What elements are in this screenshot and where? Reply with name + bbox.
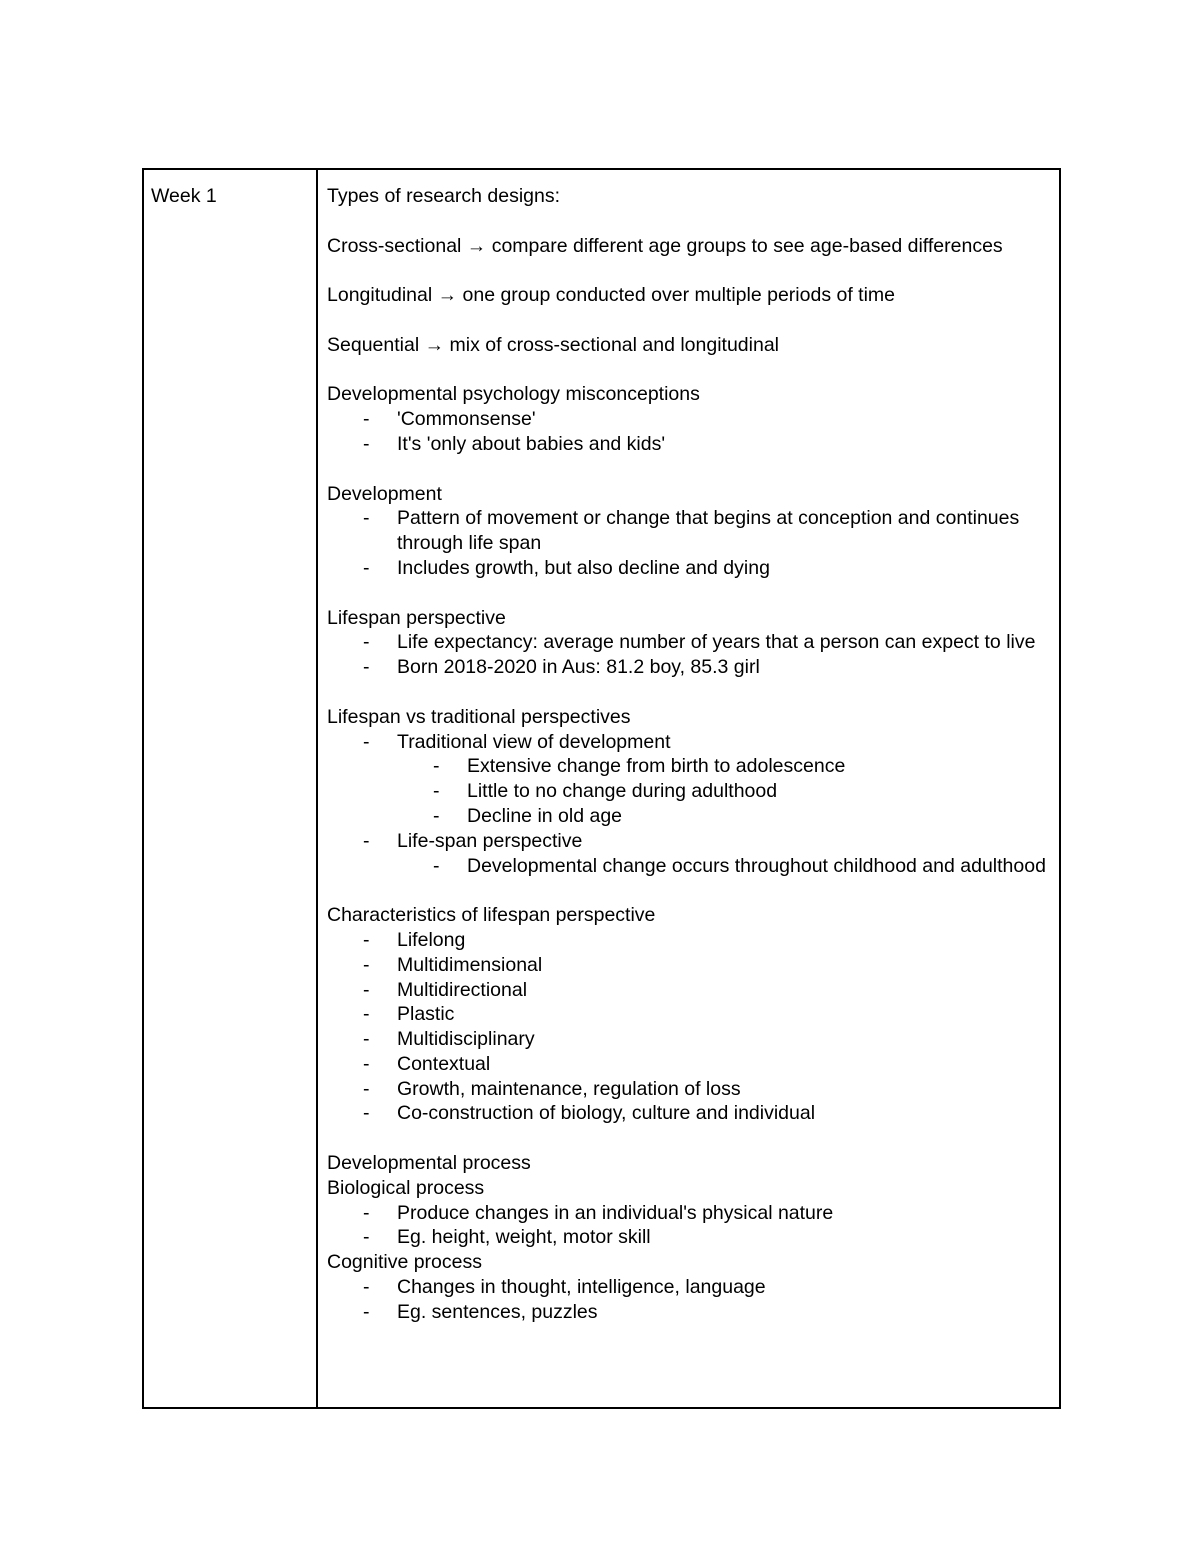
sub-list-item: - Extensive change from birth to adolescence — [433, 755, 846, 778]
vs-heading: Lifespan vs traditional perspectives — [327, 705, 631, 728]
sub-list-item: - Little to no change during adulthood — [433, 780, 778, 803]
longitudinal-line: Longitudinal → one group conducted over multiple periods of time — [327, 284, 896, 307]
list-item: - Multidisciplinary — [363, 1028, 535, 1051]
sub-list-item: - Developmental change occurs throughout childhood and adulthood — [433, 854, 1046, 877]
week-label: Week 1 — [151, 185, 217, 207]
list-item: - Born 2018-2020 in Aus: 81.2 boy, 85.3 girl — [363, 656, 760, 679]
list-item: - Pattern of movement or change that begins at conception and continues through life span — [363, 507, 1020, 555]
list-item: - It's 'only about babies and kids' — [363, 432, 666, 455]
list-item: - Co-construction of biology, culture and individual — [363, 1102, 816, 1125]
list-item: - Life-span perspective — [363, 829, 583, 852]
lifespan-heading: Lifespan perspective — [327, 606, 506, 629]
notes-cell — [318, 170, 1059, 1407]
list-item: - Includes growth, but also decline and dying — [363, 556, 770, 579]
sub-list-item: - Decline in old age — [433, 804, 623, 827]
list-item: - Contextual — [363, 1052, 491, 1075]
process-heading: Developmental process — [327, 1152, 531, 1175]
characteristics-heading: Characteristics of lifespan perspective — [327, 904, 656, 927]
notes-table — [142, 168, 1061, 1409]
misconceptions-heading: Developmental psychology misconceptions — [327, 383, 700, 406]
biological-heading: Biological process — [327, 1176, 485, 1199]
list-item: - Multidimensional — [363, 953, 543, 976]
cognitive-heading: Cognitive process — [327, 1251, 482, 1274]
list-item: - 'Commonsense' — [363, 408, 536, 431]
sequential-line: Sequential → mix of cross-sectional and longitudinal — [327, 333, 779, 356]
development-heading: Development — [327, 482, 442, 505]
week-cell — [144, 170, 318, 1407]
list-item: - Plastic — [363, 1003, 455, 1026]
list-item: - Growth, maintenance, regulation of loss — [363, 1077, 741, 1100]
list-item: - Produce changes in an individual's physical nature — [363, 1201, 834, 1224]
list-item: - Eg. sentences, puzzles — [363, 1300, 598, 1323]
list-item: - Changes in thought, intelligence, language — [363, 1276, 766, 1299]
cross-sectional-line: Cross-sectional → compare different age groups to see age-based differences — [327, 234, 1003, 257]
list-item: - Lifelong — [363, 928, 466, 951]
list-item: - Traditional view of development — [363, 730, 671, 753]
research-heading: Types of research designs: — [327, 185, 561, 207]
list-item: - Multidirectional — [363, 978, 528, 1001]
list-item: - Life expectancy: average number of years that a person can expect to live — [363, 631, 1036, 654]
list-item: - Eg. height, weight, motor skill — [363, 1226, 651, 1249]
